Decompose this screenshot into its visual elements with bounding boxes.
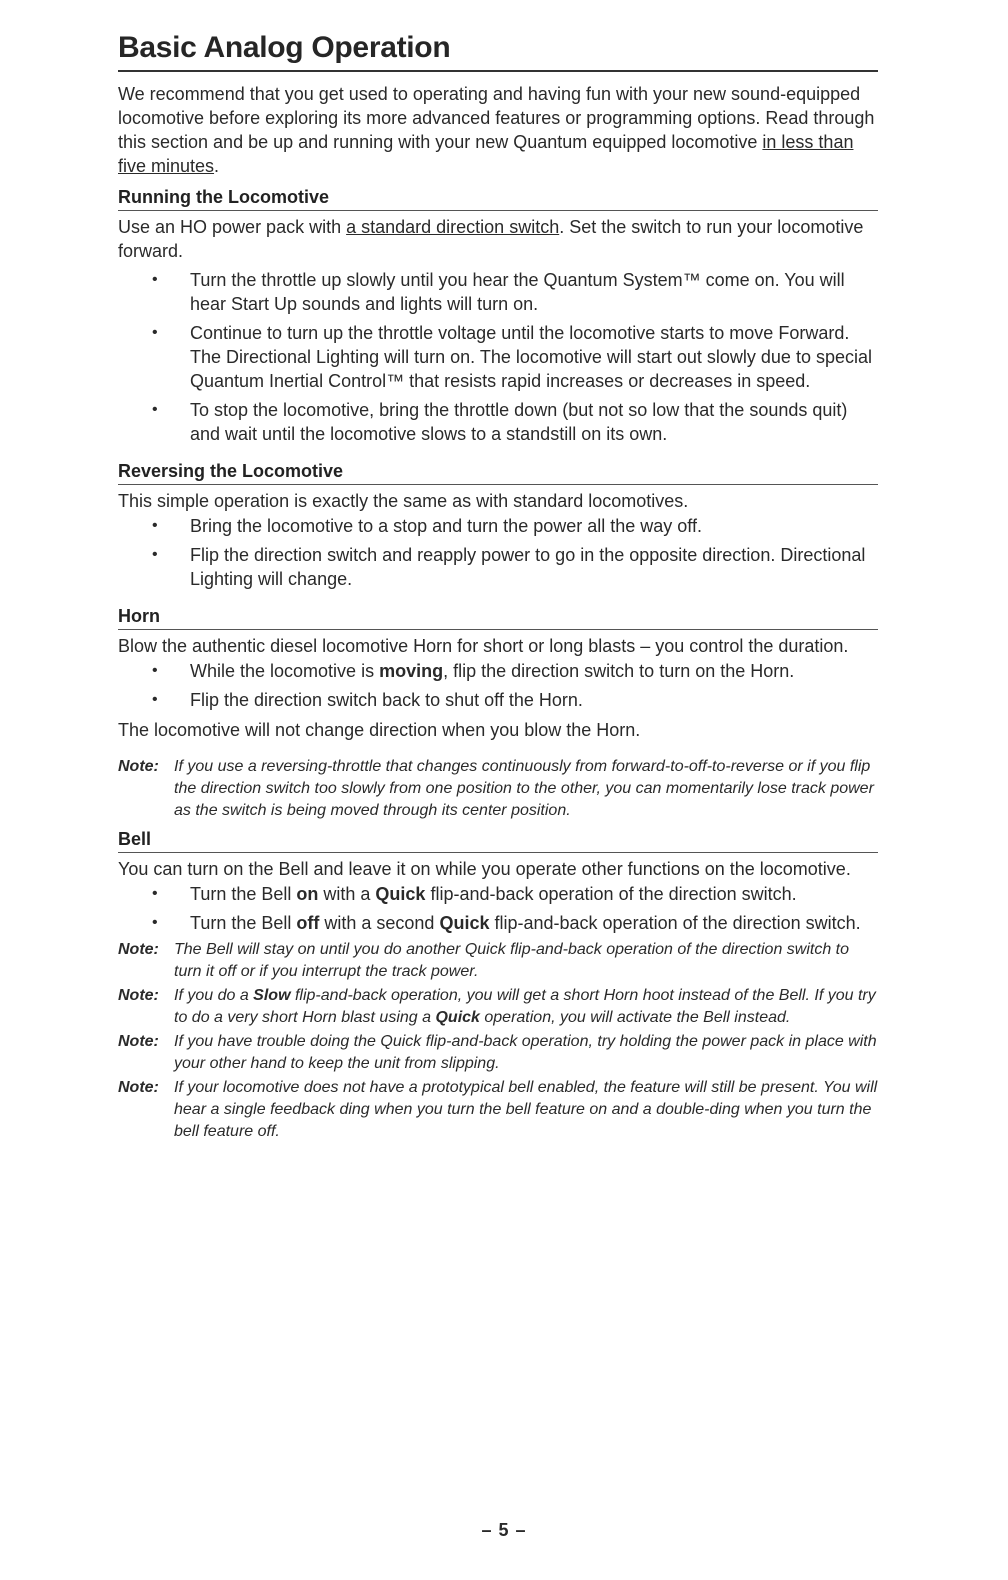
bold-word: off bbox=[296, 913, 320, 933]
bullet-text: flip-and-back operation of the direction switch. bbox=[425, 884, 797, 904]
bullet-text: with a second bbox=[319, 913, 440, 933]
list-item: • Continue to turn up the throttle voltage until the locomotive starts to move Forward. The Directional Lighting will turn on. The locomotive will start out slowly due to special Quantum Inertial Control™ that resists rapid increases or decreases in speed. bbox=[118, 321, 878, 393]
note-label: Note: bbox=[118, 1079, 159, 1096]
note-fragment: If you do a bbox=[174, 987, 254, 1004]
list-item: • Turn the throttle up slowly until you hear the Quantum System™ come on. You will hear Start Up sounds and lights will turn on. bbox=[118, 268, 878, 316]
bullet-text: Turn the Bell bbox=[190, 884, 297, 904]
running-text: Use an HO power pack with bbox=[118, 217, 347, 237]
note bbox=[118, 1077, 878, 1143]
bold-word: Quick bbox=[439, 913, 490, 933]
note bbox=[118, 1031, 878, 1075]
page-number: – 5 – bbox=[481, 1520, 527, 1540]
note bbox=[118, 985, 878, 1029]
note bbox=[118, 939, 878, 983]
note-text: If your locomotive does not have a prototypical bell enabled, the feature will still be present. You will hear a single feedback ding when you turn the bell feature on and a double-ding when you turn the bell feature off. bbox=[174, 1079, 878, 1140]
reversing-bullet-list bbox=[118, 514, 878, 591]
section-heading-reversing: Reversing the Locomotive bbox=[118, 460, 878, 485]
bold-word: Quick bbox=[435, 1009, 480, 1026]
note-fragment: operation, you will activate the Bell instead. bbox=[479, 1009, 791, 1026]
running-text-end: . Set the switch to run your locomotive forward. bbox=[118, 217, 864, 261]
bullet-text: flip-and-back operation of the direction switch. bbox=[489, 913, 861, 933]
running-underlined: a standard direction switch bbox=[346, 217, 560, 237]
note-fragment: flip-and-back operation, you will get a short Horn hoot instead of the Bell. If you try to do a very short Horn blast using a bbox=[174, 987, 876, 1026]
list-item: • Flip the direction switch and reapply power to go in the opposite direction. Directional Lighting will change. bbox=[118, 543, 878, 591]
list-item: • Flip the direction switch back to shut off the Horn. bbox=[118, 688, 878, 712]
horn-bullet-list bbox=[118, 659, 878, 712]
note-text: If you use a reversing-throttle that changes continuously from forward-to-off-to-reverse or if you flip the direction switch too slowly from one position to the other, you can momentarily lose track power as the switch is being moved through its center position. bbox=[174, 758, 874, 819]
bell-notes bbox=[118, 939, 878, 1143]
intro-paragraph bbox=[118, 82, 878, 178]
bold-word: Quick bbox=[375, 884, 426, 904]
intro-underlined: in less than five minutes bbox=[118, 132, 854, 176]
intro-end: . bbox=[214, 156, 220, 176]
note-text: The Bell will stay on until you do another Quick flip-and-back operation of the direction switch to turn it off or if you interrupt the track power. bbox=[174, 941, 850, 980]
note-label: Note: bbox=[118, 941, 159, 958]
bell-bullet-list bbox=[118, 882, 878, 935]
list-item bbox=[118, 882, 878, 906]
intro-text: We recommend that you get used to operating and having fun with your new sound-equipped locomotive before exploring its more advanced features or programming options. Read through this section and be up and running with your new Quantum equipped locomotive bbox=[118, 84, 875, 152]
list-item: • Bring the locomotive to a stop and turn the power all the way off. bbox=[118, 514, 878, 538]
bell-paragraph: You can turn on the Bell and leave it on while you operate other functions on the locomotive. bbox=[118, 859, 851, 879]
note-text bbox=[174, 985, 878, 1029]
bullet-text: , flip the direction switch to turn on the Horn. bbox=[443, 661, 795, 681]
section-heading-running: Running the Locomotive bbox=[118, 186, 878, 211]
section-heading-bell: Bell bbox=[118, 828, 878, 853]
bold-word: moving bbox=[379, 661, 444, 681]
note-label: Note: bbox=[118, 758, 159, 775]
page-content bbox=[118, 28, 878, 1143]
horn-closing: The locomotive will not change direction when you blow the Horn. bbox=[118, 720, 641, 740]
note-text: If you have trouble doing the Quick flip-and-back operation, try holding the power pack in place with your other hand to keep the unit from slipping. bbox=[174, 1033, 877, 1072]
horn-paragraph: Blow the authentic diesel locomotive Horn for short or long blasts – you control the duration. bbox=[118, 636, 849, 656]
list-item: • To stop the locomotive, bring the throttle down (but not so low that the sounds quit) and wait until the locomotive slows to a standstill on its own. bbox=[118, 398, 878, 446]
bullet-text: with a bbox=[318, 884, 376, 904]
note-label: Note: bbox=[118, 987, 159, 1004]
running-paragraph bbox=[118, 215, 878, 263]
page-title: Basic Analog Operation bbox=[118, 28, 878, 72]
list-item bbox=[118, 659, 878, 683]
horn-notes bbox=[118, 756, 878, 822]
bold-word: Slow bbox=[253, 987, 291, 1004]
bullet-text: While the locomotive is bbox=[190, 661, 380, 681]
bold-word: on bbox=[296, 884, 319, 904]
bullet-text: Turn the Bell bbox=[190, 913, 297, 933]
note-label: Note: bbox=[118, 1033, 159, 1050]
running-bullet-list bbox=[118, 268, 878, 446]
reversing-paragraph: This simple operation is exactly the same as with standard locomotives. bbox=[118, 491, 689, 511]
list-item bbox=[118, 911, 878, 935]
note bbox=[118, 756, 878, 822]
section-heading-horn: Horn bbox=[118, 605, 878, 630]
